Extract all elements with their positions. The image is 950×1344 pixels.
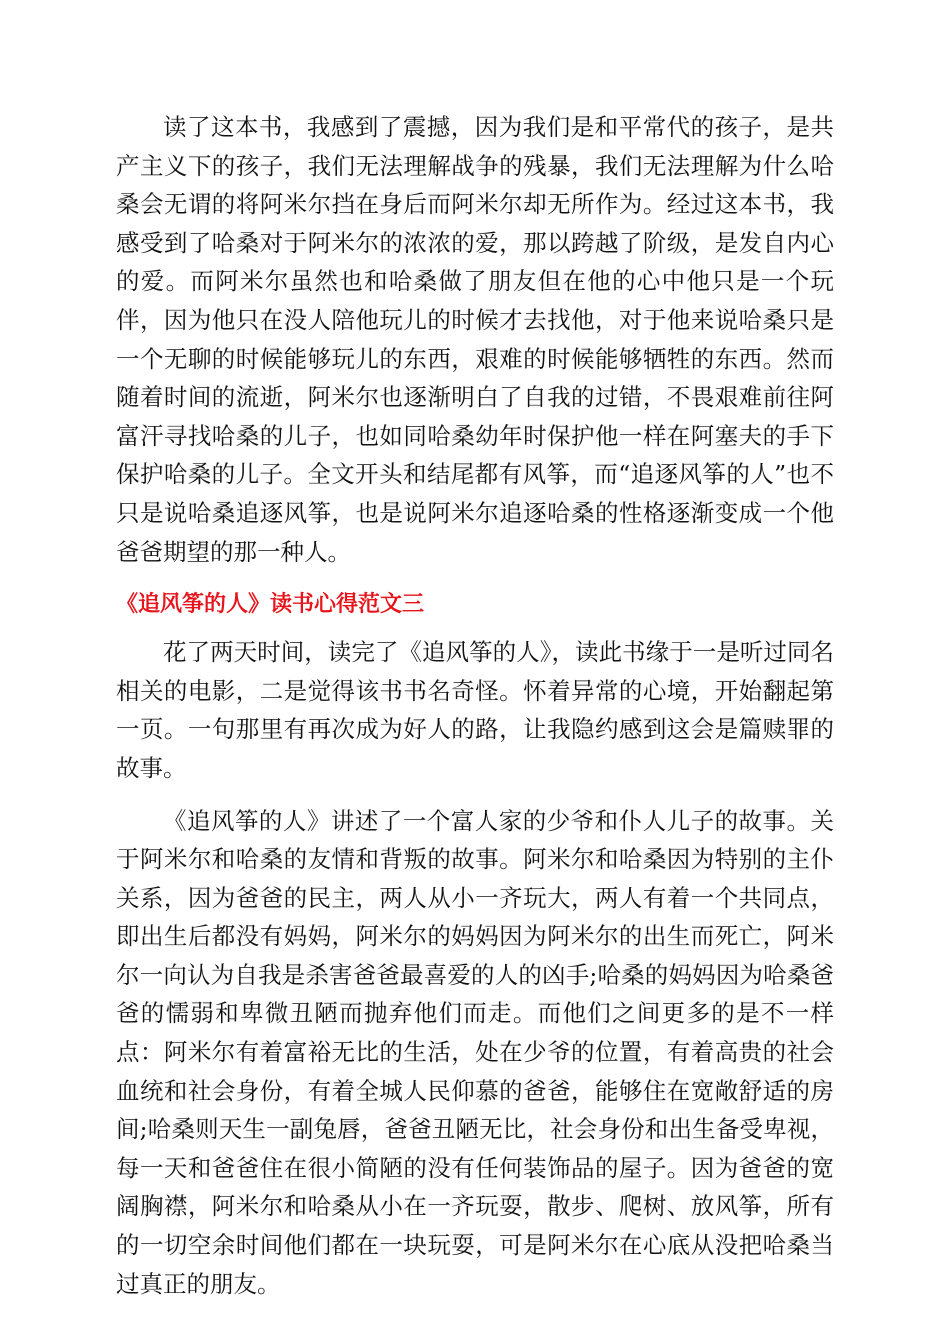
section-heading: 《追风筝的人》读书心得范文三	[116, 592, 425, 618]
body-paragraph: 花了两天时间，读完了《追风筝的人》，读此书缘于一是听过同名相关的电影，二是觉得该书书名奇怪。怀着异常的心境，开始翻起第一页。一句那里有再次成为好人的路，让我隐约感到这会是篇赎罪的故事。	[116, 638, 834, 782]
body-paragraph: 读了这本书，我感到了震撼，因为我们是和平常代的孩子，是共产主义下的孩子，我们无法理解战争的残暴，我们无法理解为什么哈桑会无谓的将阿米尔挡在身后而阿米尔却无所作为。经过这本书，我感受到了哈桑对于阿米尔的浓浓的爱，那以跨越了阶级，是发自内心的爱。而阿米尔虽然也和哈桑做了朋友但在他的心中他只是一个玩伴，因为他只在没人陪他玩儿的时候才去找他，对于他来说哈桑只是一个无聊的时候能够玩儿的东西，艰难的时候能够牺牲的东西。然而随着时间的流逝，阿米尔也逐渐明白了自我的过错，不畏艰难前往阿富汗寻找哈桑的儿子，也如同哈桑幼年时保护他一样在阿塞夫的手下保护哈桑的儿子。全文开头和结尾都有风筝，而“追逐风筝的人”也不只是说哈桑追逐风筝，也是说阿米尔追逐哈桑的性格逐渐变成一个他爸爸期望的那一种人。	[116, 113, 834, 566]
document-body	[116, 108, 834, 1303]
body-paragraph: 《追风筝的人》讲述了一个富人家的少爷和仆人儿子的故事。关于阿米尔和哈桑的友情和背叛的故事。阿米尔和哈桑因为特别的主仆关系，因为爸爸的民主，两人从小一齐玩大，两人有着一个共同点，即出生后都没有妈妈，阿米尔的妈妈因为阿米尔的出生而死亡，阿米尔一向认为自我是杀害爸爸最喜爱的人的凶手;哈桑的妈妈因为哈桑爸爸的懦弱和卑微丑陋而抛弃他们而走。而他们之间更多的是不一样点：阿米尔有着富裕无比的生活，处在少爷的位置，有着高贵的社会血统和社会身份，有着全城人民仰慕的爸爸，能够住在宽敞舒适的房间;哈桑则天生一副兔唇，爸爸丑陋无比，社会身份和出生备受卑视，每一天和爸爸住在很小简陋的没有任何装饰品的屋子。因为爸爸的宽阔胸襟，阿米尔和哈桑从小在一齐玩耍，散步、爬树、放风筝，所有的一切空余时间他们都在一块玩耍，可是阿米尔在心底从没把哈桑当过真正的朋友。	[116, 806, 834, 1298]
